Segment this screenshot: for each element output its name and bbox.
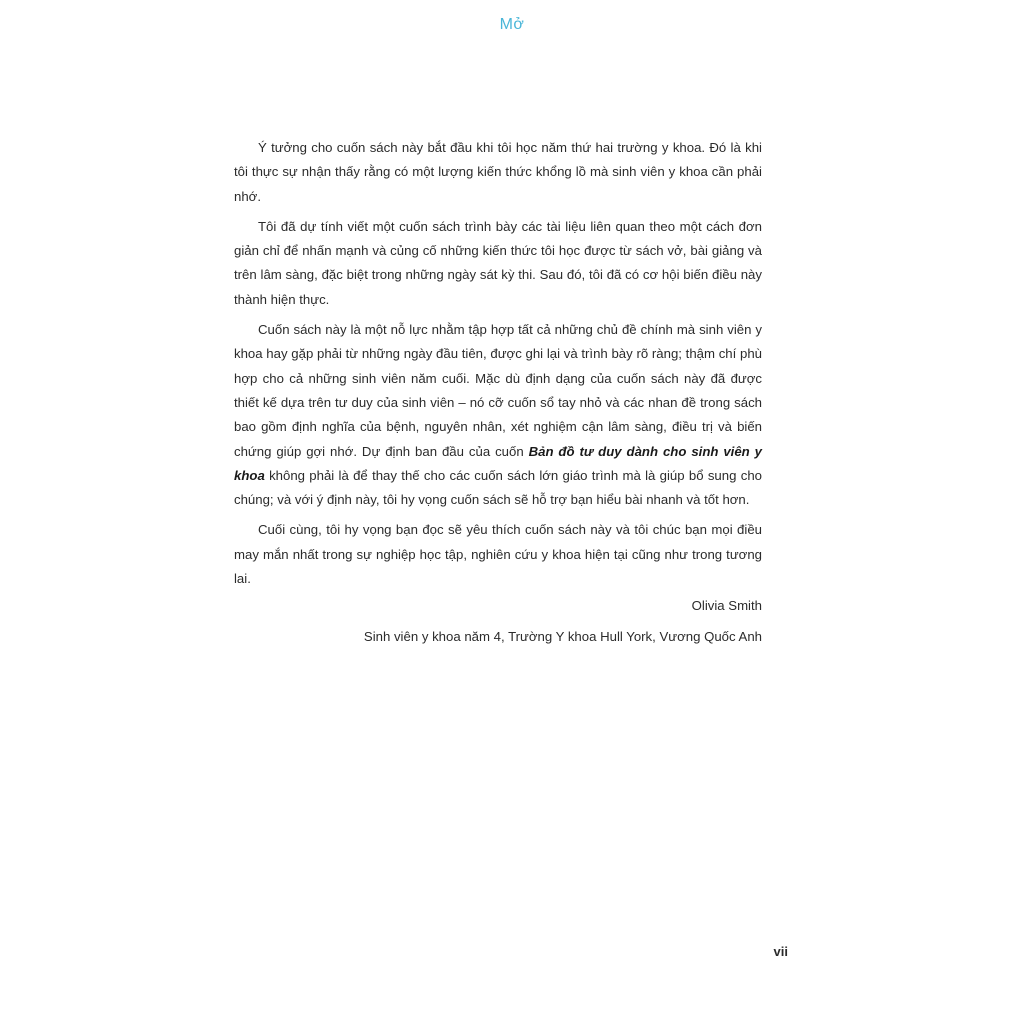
author-role: Sinh viên y khoa năm 4, Trường Y khoa Hull York, Vương Quốc Anh [363, 629, 762, 644]
book-title: Bản đồ tư duy dành cho sinh viên y khoa [234, 443, 762, 483]
paragraph-3-before: Cuốn sách này là một nỗ lực nhằm tập hợp tất cả những chủ đề chính mà sinh viên y khoa hay gặp phải từ những ngày đầu tiên, được ghi lại và trình bày rõ ràng; thậm chí phù hợp cho cả những sinh viên năm cuối. Mặc dù định dạng của cuốn sách này đã được thiết kế dựa trên tư duy của sinh viên – nó cỡ cuốn sổ tay nhỏ và các nhan đề trong sách bao gồm định nghĩa của bệnh, nguyên nhân, xét nghiệm cận lâm sàng, điều trị và biến chứng giúp gợi nhớ. Dự định ban đầu của cuốn [234, 322, 762, 459]
paragraph-2: Tôi đã dự tính viết một cuốn sách trình bày các tài liệu liên quan theo một cách đơn giản chỉ để nhấn mạnh và củng cố những kiến thức tôi học được từ sách vở, bài giảng và trên lâm sàng, đặc biệt trong những ngày sát kỳ thi. Sau đó, tôi đã có cơ hội biến điều này thành hiện thực. [234, 218, 762, 307]
paragraph-3-after: không phải là để thay thế cho các cuốn sách lớn giáo trình mà là giúp bổ sung cho chúng; và với ý định này, tôi hy vọng cuốn sách sẽ hỗ trợ bạn hiểu bài nhanh và tốt hơn. [234, 467, 762, 508]
paragraph-1: Ý tưởng cho cuốn sách này bắt đầu khi tôi học năm thứ hai trường y khoa. Đó là khi tôi thực sự nhận thấy rằng có một lượng kiến thức khổng lồ mà sinh viên y khoa cần phải nhớ. [234, 140, 762, 204]
page-number: vii [773, 944, 788, 959]
paragraph-3 [234, 318, 762, 512]
preface-body [234, 136, 762, 597]
author-name: Olivia Smith [691, 598, 762, 613]
paragraph-4: Cuối cùng, tôi hy vọng bạn đọc sẽ yêu thích cuốn sách này và tôi chúc bạn mọi điều may mắn nhất trong sự nghiệp học tập, nghiên cứu y khoa hiện tại cũng như trong tương lai. [234, 522, 762, 587]
running-header: Mở [499, 16, 525, 33]
